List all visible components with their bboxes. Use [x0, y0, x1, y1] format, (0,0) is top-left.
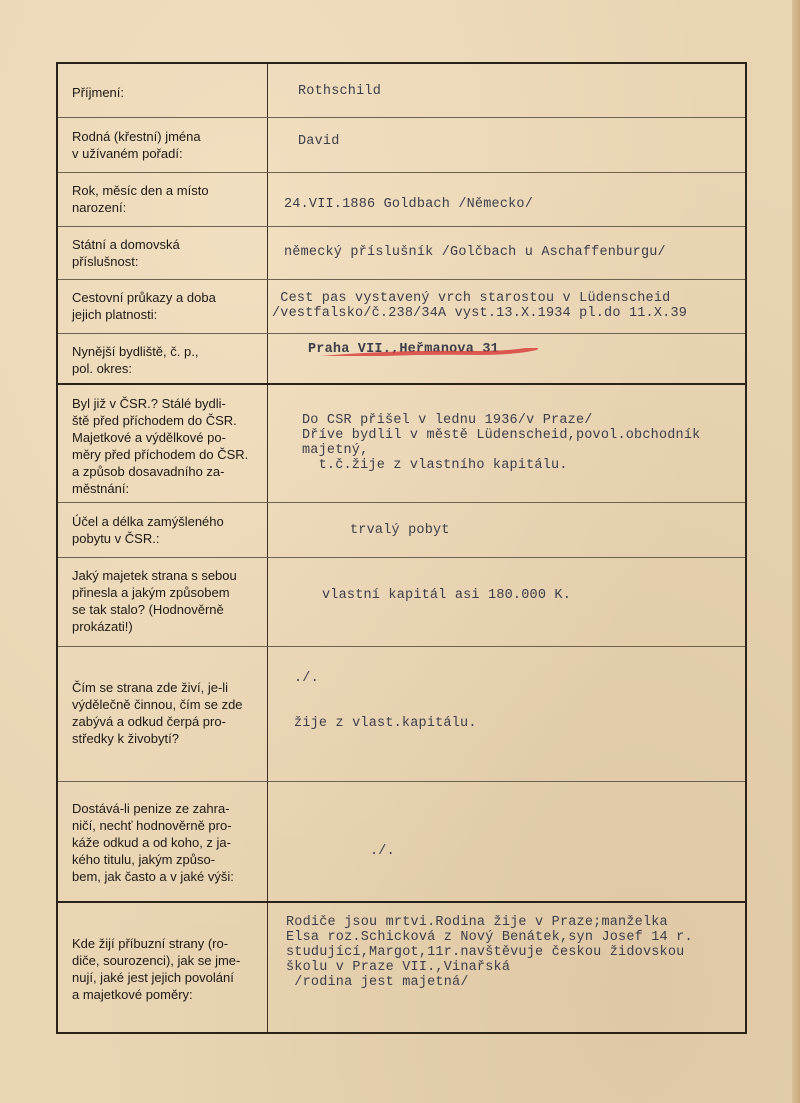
label-surname: Příjmení: — [72, 85, 125, 100]
registration-form — [56, 62, 747, 1034]
row-residence — [58, 333, 745, 384]
row-surname — [58, 64, 745, 117]
row-property — [58, 557, 745, 647]
red-underline-mark — [298, 348, 538, 356]
label-relatives: Kde žijí příbuzní strany (ro- diče, sourozenci), jak se jme- nují, jaké jest jejich povolání a majetkové poměry: — [72, 936, 241, 1002]
label-travel-documents: Cestovní průkazy a doba jejich platnosti: — [72, 290, 216, 322]
value-purpose: trvalý pobyt — [350, 523, 450, 538]
label-given-names: Rodná (křestní) jména v užívaném pořadí: — [72, 129, 201, 161]
row-previous-stay — [58, 383, 745, 504]
label-livelihood: Čím se strana zde živí, je-li výdělečně činnou, čím se zde zabývá a odkud čerpá pro- středky k živobytí? — [72, 680, 243, 746]
value-citizenship: německý příslušník /Golčbach u Aschaffenburgu/ — [284, 245, 666, 260]
label-citizenship: Státní a domovská příslušnost: — [72, 237, 180, 269]
label-purpose: Účel a délka zamýšleného pobytu v ČSR.: — [72, 514, 224, 546]
label-previous-stay: Byl již v ČSR.? Stálé bydli- ště před příchodem do ČSR. Majetkové a výdělkové po- měry před příchodem do ČSR. a způsob dosavadního za- městnání: — [72, 396, 249, 496]
row-citizenship — [58, 226, 745, 280]
value-foreign-money: ./. — [370, 844, 395, 859]
label-birth: Rok, měsíc den a místo narození: — [72, 183, 209, 215]
value-livelihood: ./. žije z vlast.kapitálu. — [294, 671, 477, 731]
row-foreign-money — [58, 781, 745, 902]
row-purpose — [58, 502, 745, 558]
value-given-names: David — [298, 134, 340, 149]
row-given-names — [58, 117, 745, 173]
row-livelihood — [58, 646, 745, 782]
value-previous-stay: Do ČSR přišel v lednu 1936/v Praze/ Dříve bydlil v městě Lüdenscheid,povol.obchodník majetný, t.č.žije z vlastního kapitálu. — [302, 413, 701, 473]
row-birth — [58, 172, 745, 227]
value-birth: 24.VII.1886 Goldbach /Německo/ — [284, 197, 534, 212]
label-property: Jaký majetek strana s sebou přinesla a jakým způsobem se tak stalo? (Hodnověrně prokázati!) — [72, 568, 237, 634]
value-property: vlastní kapitál asi 180.000 K. — [322, 588, 572, 603]
row-relatives — [58, 901, 745, 1034]
label-residence: Nynější bydliště, č. p., pol. okres: — [72, 344, 199, 376]
value-travel-documents: Cest pas vystavený vrch starostou v Lüdenscheid /vestfalsko/č.238/34A vyst.13.X.1934 pl.do 11.X.39 — [272, 291, 688, 321]
value-surname: Rothschild — [298, 84, 382, 99]
value-relatives: Rodiče jsou mrtvi.Rodina žije v Praze;manželka Elsa roz.Schicková z Nový Benátek,syn Josef 14 r. studující,Margot,11r.navštěvuje českou židovskou školu v Praze VII.,Vinařská /rodina jest majetná/ — [286, 915, 693, 990]
paper-edge — [792, 0, 800, 1103]
label-foreign-money: Dostává-li penize ze zahra- ničí, nechť hodnověrně pro- káže odkud a od koho, z ja- kého titulu, jakým způso- bem, jak často a v jaké výši: — [72, 801, 234, 884]
value-residence: Praha VII.,Heřmanova 31 — [308, 342, 499, 357]
row-travel-documents — [58, 279, 745, 334]
